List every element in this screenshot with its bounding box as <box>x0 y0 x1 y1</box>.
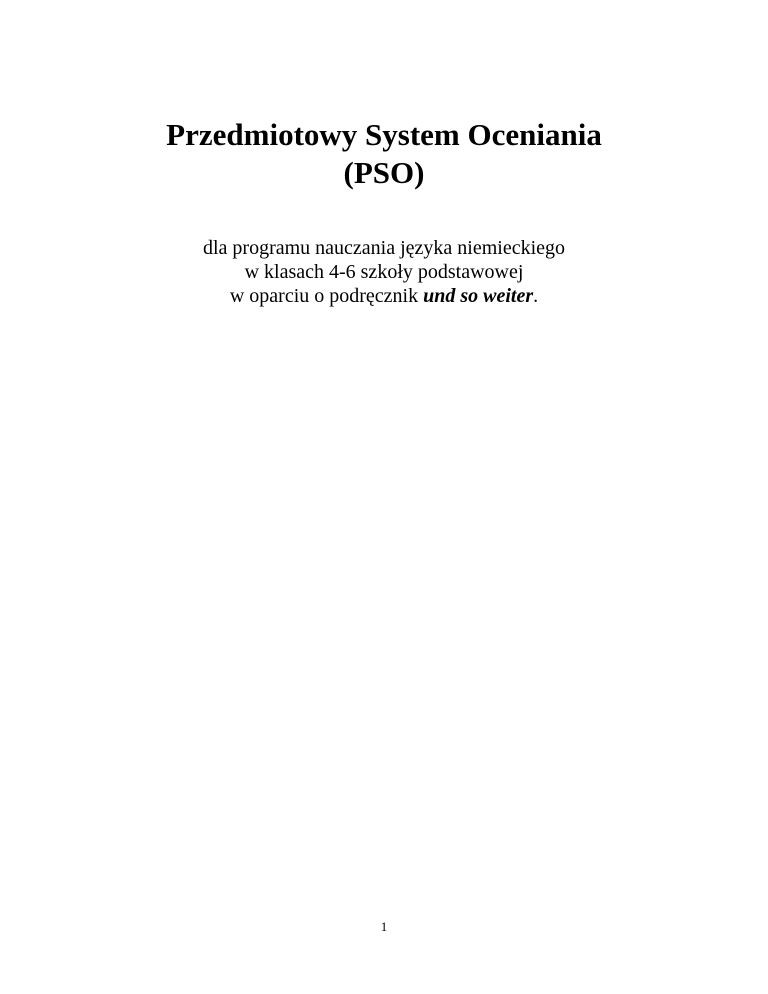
page-number: 1 <box>380 919 388 934</box>
subtitle-line-3-prefix: w oparciu o podręcznik <box>229 285 424 307</box>
title-line-2: (PSO) <box>343 155 425 190</box>
subtitle-line-2: w klasach 4-6 szkoły podstawowej <box>244 261 524 283</box>
document-subtitle <box>0 236 768 308</box>
textbook-name: und so weiter <box>423 285 534 307</box>
subtitle-line-3 <box>0 284 768 308</box>
document-title <box>0 116 768 192</box>
subtitle-line-1: dla programu nauczania języka niemieckiego <box>202 237 566 259</box>
subtitle-line-3-suffix: . <box>533 285 539 307</box>
title-line-1: Przedmiotowy System Oceniania <box>166 117 602 152</box>
